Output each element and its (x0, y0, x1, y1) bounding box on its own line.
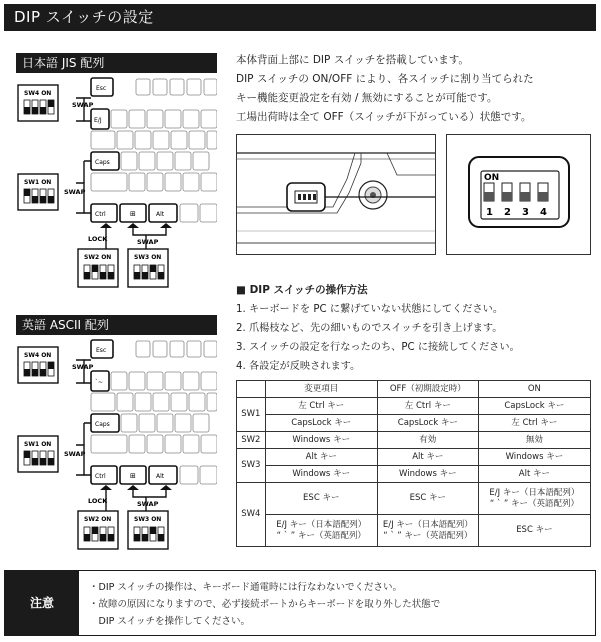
svg-text:SW4 ON: SW4 ON (24, 90, 52, 97)
table-header-row: 変更項目 OFF（初期設定時） ON (237, 381, 591, 398)
svg-text:LOCK: LOCK (88, 235, 108, 243)
svg-text:Caps: Caps (95, 421, 110, 428)
operation-steps: ■ DIP スイッチの操作方法 1. キーボードを PC に繋げていない状態にしてください。 2. 爪楊枝など、先の細いものでスイッチを引き上げます。 3. スイッチの設定を行なったのち、PC に接続してください。 4. 各設定が反映されます。 (236, 284, 520, 372)
ascii-keyboard-diagram (16, 335, 217, 557)
table-row: CapsLock キー CapsLock キー 左 Ctrl キー (237, 415, 591, 432)
svg-text:Ctrl: Ctrl (95, 473, 106, 480)
svg-text:SWAP: SWAP (72, 363, 94, 371)
svg-text:SWAP: SWAP (137, 238, 159, 246)
caution-label: 注意 (5, 571, 79, 635)
svg-text:SW1 ON: SW1 ON (24, 179, 52, 186)
svg-text:SWAP: SWAP (72, 101, 94, 109)
dip-switch-closeup (446, 134, 591, 255)
svg-text:SW1 ON: SW1 ON (24, 441, 52, 448)
jis-keyboard-diagram (16, 73, 217, 295)
table-row: SW1 左 Ctrl キー 左 Ctrl キー CapsLock キー (237, 398, 591, 415)
svg-text:Alt: Alt (156, 211, 165, 218)
jis-panel-title: 日本語 JIS 配列 (16, 53, 217, 73)
keyboard-rear-illustration (236, 134, 436, 255)
dip-settings-table (236, 380, 591, 547)
table-row: SW3 Alt キー Alt キー Windows キー (237, 449, 591, 466)
svg-text:1: 1 (486, 207, 493, 218)
svg-text:SW2 ON: SW2 ON (84, 254, 112, 261)
svg-text:Alt: Alt (156, 473, 165, 480)
svg-text:SWAP: SWAP (137, 500, 159, 508)
caution-box: 注意 ・DIP スイッチの操作は、キーボード通電時には行なわないでください。 ・故障の原因になりますので、必ず接続ポートからキーボードを取り外した状態で DIP スイッチを操作してください。 (4, 570, 596, 636)
table-row: SW2 Windows キー 有効 無効 (237, 432, 591, 449)
svg-text:2: 2 (504, 207, 511, 218)
svg-text:Esc: Esc (96, 347, 107, 354)
intro-text: 本体背面上部に DIP スイッチを搭載しています。 DIP スイッチの ON/OFF により、各スイッチに割り当てられた キー機能変更設定を有効 / 無効にすることが可能です。 工場出荷時は全て OFF（スイッチが下がっている）状態です。 (236, 54, 534, 123)
svg-text:⊞: ⊞ (130, 210, 136, 218)
svg-text:⊞: ⊞ (130, 472, 136, 480)
page-title: DIP スイッチの設定 (4, 4, 596, 31)
table-row: SW4 ESC キー ESC キー E/J キー（日本語配列） “ ` ” キー（英語配列） (237, 483, 591, 515)
svg-text:E/J: E/J (94, 117, 102, 124)
svg-text:3: 3 (522, 207, 529, 218)
svg-text:Ctrl: Ctrl (95, 211, 106, 218)
svg-text:SWAP: SWAP (64, 450, 86, 458)
svg-text:`~: `~ (95, 379, 104, 386)
svg-text:SW2 ON: SW2 ON (84, 516, 112, 523)
ascii-panel-title: 英語 ASCII 配列 (16, 315, 217, 335)
svg-text:Caps: Caps (95, 159, 110, 166)
svg-text:LOCK: LOCK (88, 497, 108, 505)
svg-text:SWAP: SWAP (64, 188, 86, 196)
svg-text:ON: ON (484, 173, 500, 183)
svg-text:Esc: Esc (96, 85, 107, 92)
svg-text:SW4 ON: SW4 ON (24, 352, 52, 359)
svg-text:SW3 ON: SW3 ON (134, 516, 162, 523)
table-row: E/J キー（日本語配列） “ ` ” キー（英語配列） E/J キー（日本語配列） “ ` ” キー（英語配列） ESC キー (237, 515, 591, 547)
table-row: Windows キー Windows キー Alt キー (237, 466, 591, 483)
svg-text:SW3 ON: SW3 ON (134, 254, 162, 261)
svg-text:4: 4 (540, 207, 547, 218)
